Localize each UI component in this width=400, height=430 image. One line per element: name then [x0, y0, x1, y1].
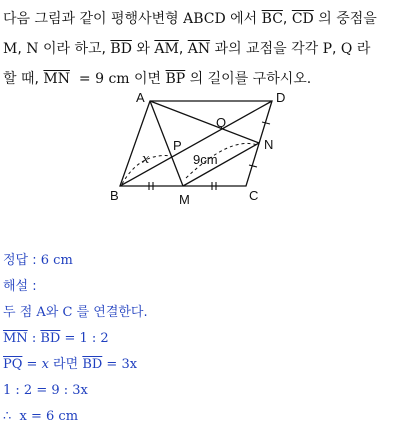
label-9cm: 9cm	[193, 152, 218, 167]
parallelogram-figure	[100, 92, 300, 210]
label-c: C	[249, 188, 259, 203]
explanation-line-2: $\overline{MN}$ : $\overline{BD} = 1$ : 2	[3, 331, 109, 346]
label-p: P	[173, 138, 182, 153]
label-d: D	[276, 92, 286, 105]
label-q: Q	[216, 115, 227, 130]
problem-line-1: 다음 그림과 같이 평행사변형 ABCD 에서 $\overline{BC}$, $\overline{CD}$ 의 중점을	[3, 11, 377, 27]
label-b: B	[110, 188, 119, 203]
label-m: M	[179, 192, 190, 207]
label-x: x	[142, 152, 150, 167]
problem-line-3: 할 때, $\overline{MN} = 9$ cm 이면 $\overline{BP}$ 의 길이를 구하시오.	[3, 71, 312, 87]
segment-an	[150, 101, 259, 143]
label-a: A	[136, 92, 145, 105]
explanation-line-4: 1 : 2 = 9 : 3x	[3, 383, 88, 398]
explanation-line-3: $\overline{PQ} = x$ 라면 $\overline{BD} = 3x$	[3, 357, 138, 372]
explanation-heading: 해설 :	[3, 279, 37, 294]
answer-line: 정답 : 6 cm	[3, 253, 73, 268]
explanation-line-5: ∴ x = 6 cm	[3, 409, 79, 424]
answer-section	[3, 248, 397, 430]
problem-text	[3, 4, 397, 94]
label-n: N	[264, 137, 274, 152]
problem-line-2: M, N 이라 하고, $\overline{BD}$ 와 $\overline{AM}$, $\overline{AN}$ 과의 교점을 각각 P, Q 라	[3, 41, 371, 57]
explanation-line-1: 두 점 A와 C 를 연결한다.	[3, 305, 148, 320]
